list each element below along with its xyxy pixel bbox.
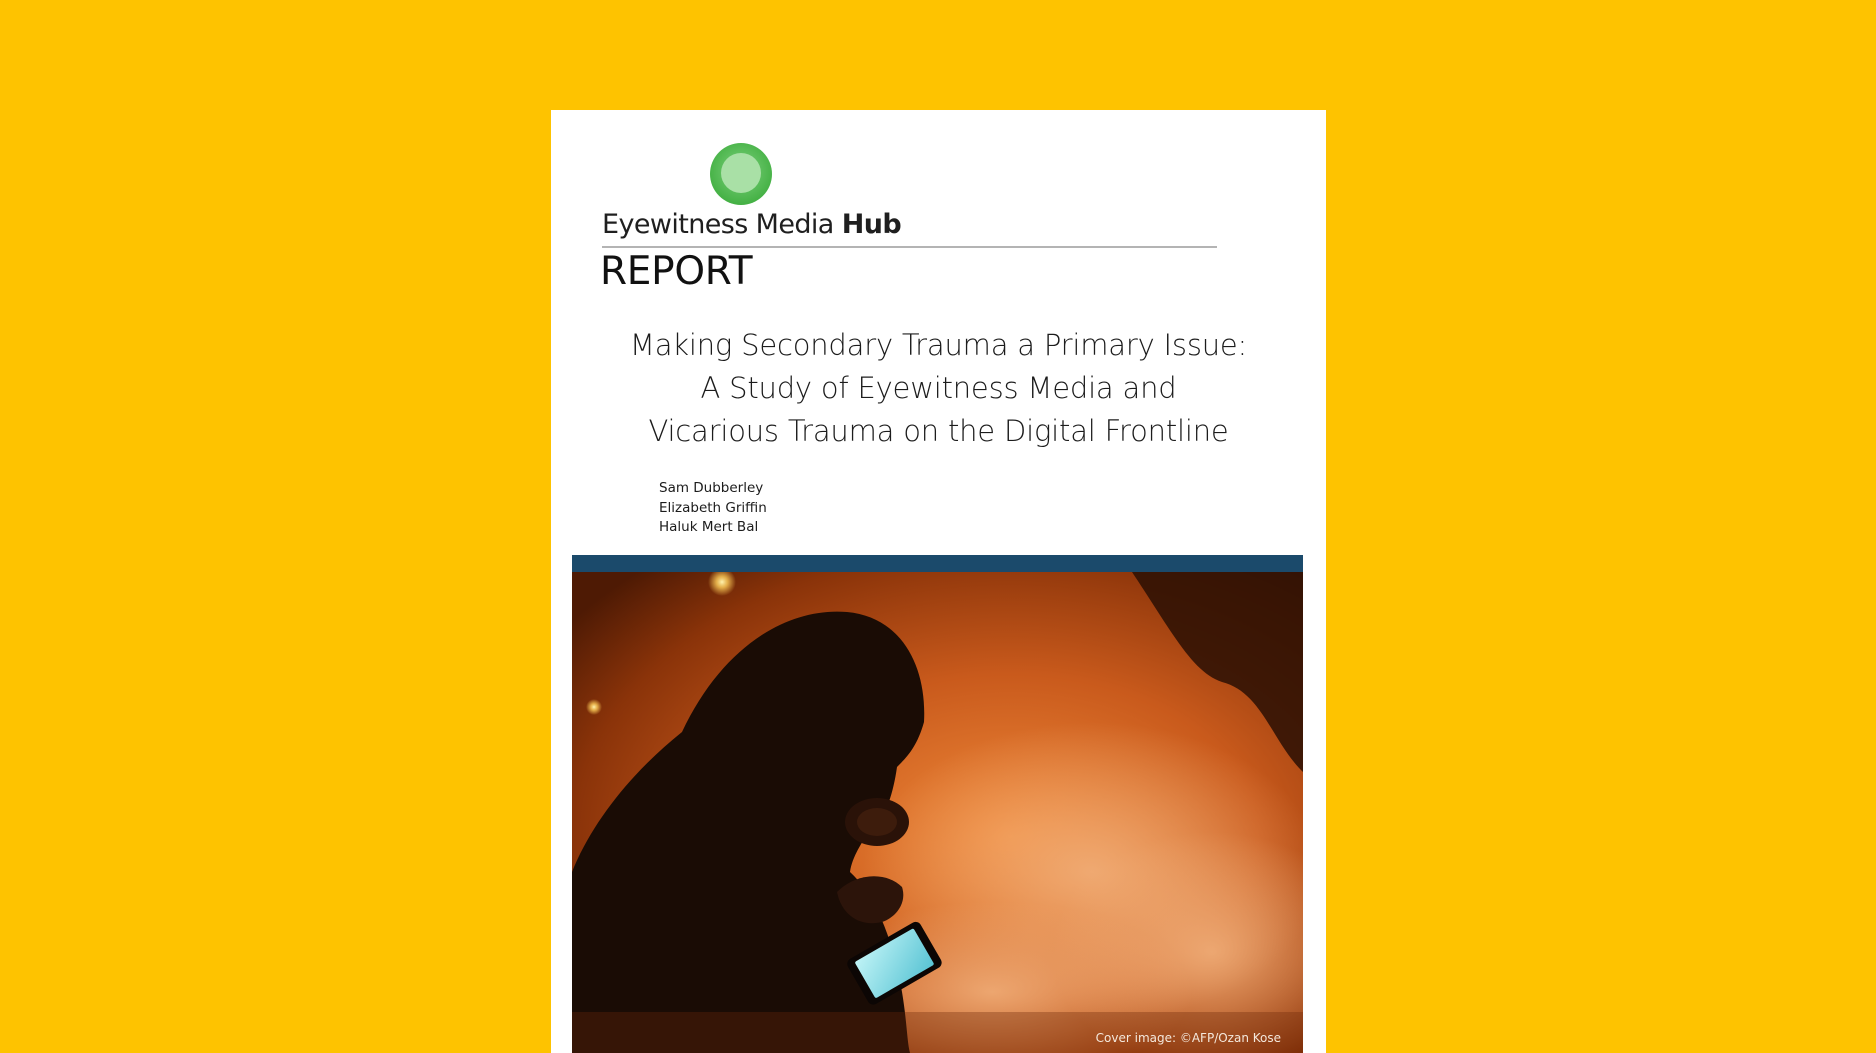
author-name: Elizabeth Griffin (659, 499, 767, 516)
author-name: Haluk Mert Bal (659, 519, 759, 535)
title-line: Vicarious Trauma on the Digital Frontline (648, 414, 1229, 448)
report-label: REPORT (600, 249, 753, 294)
green-circle-logo-icon (709, 142, 773, 206)
report-cover-page (551, 110, 1326, 1053)
brand-name (602, 211, 901, 238)
title-line: Making Secondary Trauma a Primary Issue: (629, 328, 1248, 362)
title-line: A Study of Eyewitness Media and (700, 371, 1177, 405)
author-name: Sam Dubberley (659, 480, 764, 496)
report-title (551, 324, 1326, 453)
brand-name-regular: Eyewitness Media (602, 209, 842, 240)
brand-name-bold: Hub (841, 209, 902, 240)
brand-divider (602, 246, 1217, 248)
cover-photo-top-band (572, 555, 1303, 572)
author-list (659, 479, 767, 538)
photo-credit: Cover image: ©AFP/Ozan Kose (1095, 1031, 1281, 1045)
cover-photo (572, 572, 1303, 1053)
cover-photo-illustration (572, 572, 1303, 1053)
